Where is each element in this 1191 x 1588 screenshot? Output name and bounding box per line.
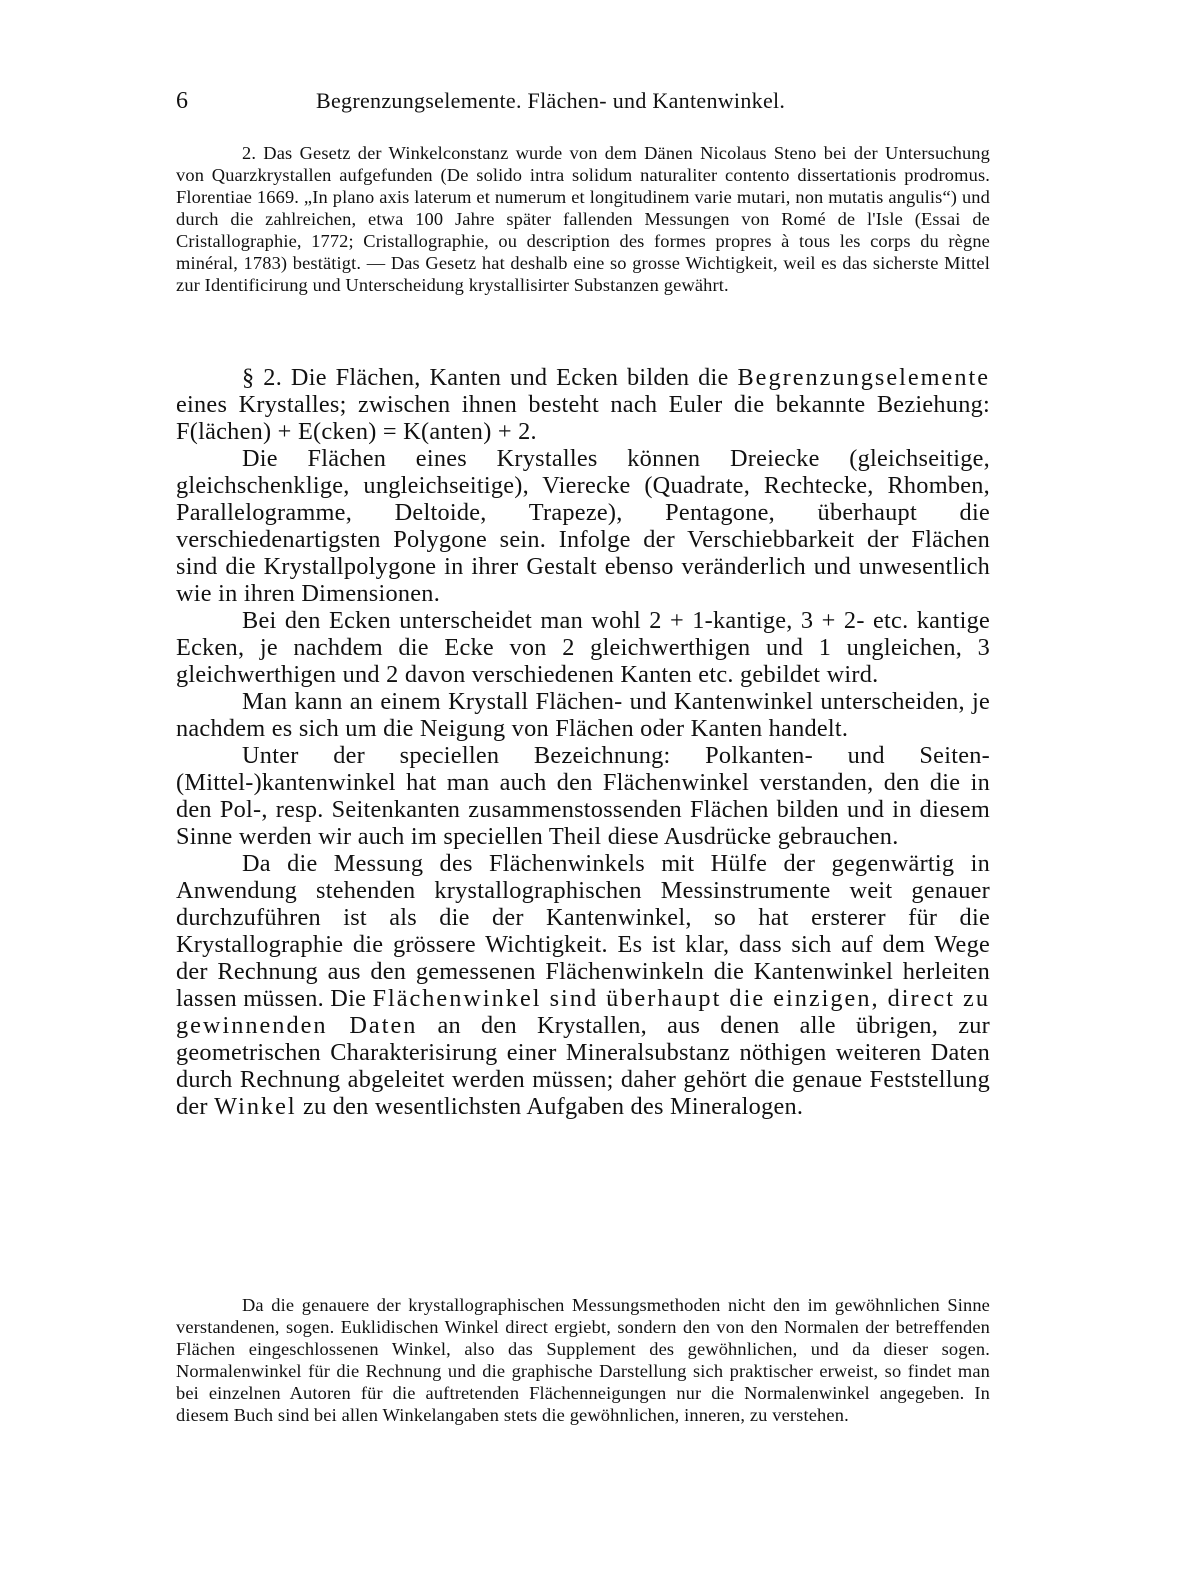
measurement-text-1: Da die Messung des Flächenwinkels mit Hülfe der gegenwärtig in Anwendung stehenden krystallographischen Messinstrumente weit genauer durchzuführen ist als die der Kantenwinkel, so hat ersterer für die Krystallographie die grössere Wichtigkeit. Es ist klar, dass sich auf dem Wege der Rechnung aus den gemessenen Flächenwinkeln die Kantenwinkel herleiten lassen müssen. Die xyxy=(176,850,990,1012)
paragraph-corners: Bei den Ecken unterscheidet man wohl 2 + 1-kantige, 3 + 2- etc. kantige Ecken, je nachdem die Ecke von 2 gleichwerthigen und 1 ungleichen, 3 gleichwerthigen und 2 davon verschiedenen Kanten etc. gebildet wird. xyxy=(176,607,990,688)
footnote-text: Da die genauere der krystallographischen Messungsmethoden nicht den im gewöhnlichen Sinne verstandenen, sogen. Euklidischen Winkel direct ergiebt, sondern den von den Normalen der betreffenden Flächen eingeschlossenen Winkel, also das Supplement des gewöhnlichen, und da dieser sogen. Normalenwinkel für die Rechnung und die graphische Darstellung sich praktischer erweist, so findet man bei einzelnen Autoren für die auftretenden Flächenneigungen nur die Normalenwinkel angegeben. In diesem Buch sind bei allen Winkelangaben stets die gewöhnlichen, inneren, zu verstehen. xyxy=(176,1295,990,1425)
paragraph-measurement xyxy=(176,850,990,1120)
measurement-text-2: an den Krystallen, aus denen alle übrigen, zur geometrischen Charakterisirung einer Mineralsubstanz nöthigen weiteren Daten durch Rechnung abgeleitet werden müssen; daher gehört die genaue Feststellung der xyxy=(176,1012,990,1120)
steno-note-text: 2. Das Gesetz der Winkelconstanz wurde von dem Dänen Nicolaus Steno bei der Untersuchung von Quarzkrystallen aufgefunden (De solido intra solidum naturaliter contento dissertationis prodromus. Florentiae 1669. „In plano axis laterum et numerum et longitudinem varie mutari, non mutatis angulis“) und durch die zahlreichen, etwa 100 Jahre später fallenden Messungen von Romé de l'Isle (Essai de Cristallographie, 1772; Cristallographie, ou description des formes propres à tous les corps du règne minéral, 1783) bestätigt. — Das Gesetz hat deshalb eine so grosse Wichtigkeit, weil es das sicherste Mittel zur Identificirung und Unterscheidung krystallisirter Substanzen gewährt. xyxy=(176,143,990,295)
measurement-emphasis-2: Winkel xyxy=(214,1093,297,1120)
section-paragraph xyxy=(176,364,990,445)
paragraph-edge-angles: Unter der speciellen Bezeichnung: Polkanten- und Seiten-(Mittel-)kantenwinkel hat man auch den Flächenwinkel verstanden, den die in den Pol-, resp. Seitenkanten zusammenstossenden Flächen bilden und in diesem Sinne werden wir auch im speciellen Theil diese Ausdrücke gebrauchen. xyxy=(176,742,990,850)
section-term: Begrenzungselemente xyxy=(737,364,991,391)
main-text xyxy=(176,364,990,1120)
running-title: Begrenzungselemente. Flächen- und Kantenwinkel. xyxy=(316,88,786,113)
paragraph-polygons: Die Flächen eines Krystalles können Dreiecke (gleichseitige, gleichschenklige, ungleichseitige), Vierecke (Quadrate, Rechtecke, Rhomben, Parallelogramme, Deltoide, Trapeze), Pentagone, überhaupt die verschiedenartigsten Polygone sein. Infolge der Verschiebbarkeit der Flächen sind die Krystallpolygone in ihrer Gestalt ebenso veränderlich und unwesentlich wie in ihren Dimensionen. xyxy=(176,445,990,607)
section-rest: eines Krystalles; zwischen ihnen besteht nach Euler die bekannte Beziehung: F(lächen) + E(cken) = K(anten) + 2. xyxy=(176,391,990,445)
measurement-text-3: zu den wesentlichsten Aufgaben des Mineralogen. xyxy=(302,1093,804,1120)
paragraph-angles: Man kann an einem Krystall Flächen- und Kantenwinkel unterscheiden, je nachdem es sich um die Neigung von Flächen oder Kanten handelt. xyxy=(176,688,990,742)
footnote xyxy=(176,1294,990,1426)
steno-note xyxy=(176,142,990,296)
measurement-emphasis-1: Flächenwinkel sind überhaupt die einzigen, direct zu gewinnenden Daten xyxy=(176,985,990,1039)
section-intro: § 2. Die Flächen, Kanten und Ecken bilden die xyxy=(242,364,729,391)
running-head xyxy=(176,86,986,116)
page-number: 6 xyxy=(176,88,188,114)
